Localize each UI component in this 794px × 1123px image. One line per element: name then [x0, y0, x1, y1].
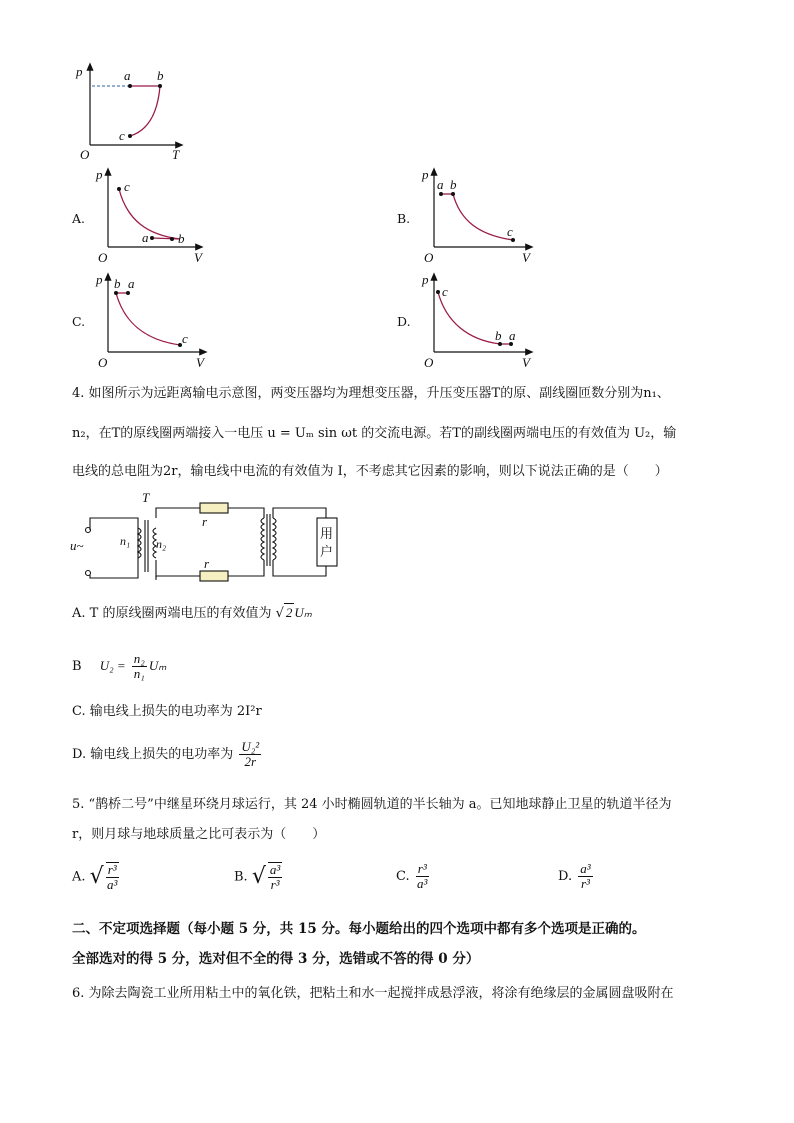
point-c: c — [182, 331, 188, 346]
q4-option-C[interactable]: C. 输电线上损失的电功率为 2I²r — [72, 704, 262, 719]
q5-option-A-label: A. — [72, 869, 86, 885]
point-a: a — [128, 276, 135, 291]
source-u-label: u~ — [70, 538, 84, 553]
point-c: c — [119, 128, 125, 143]
section2-heading-line1: 二、不定项选择题（每小题 5 分，共 15 分。每小题给出的四个选项中都有多个选项是正确的。 — [72, 921, 646, 937]
sqrt-sign: √ — [275, 606, 284, 621]
sqrt-sign: √ — [89, 864, 104, 889]
q4-option-D-fraction: $\frac{\text{U₂²}}{2r}$ — [241, 739, 260, 769]
section2-heading-line2: 全部选对的得 5 分，选对但不全的得 3 分，选错或不答的得 0 分） — [72, 951, 480, 967]
point-a: a — [124, 68, 131, 83]
axis-label-p: p — [96, 272, 103, 287]
q4-option-A-radicand: 2 — [285, 605, 293, 620]
point-b: b — [495, 328, 502, 343]
option-A-graph — [92, 165, 207, 265]
q5-option-A-fraction: $\frac{\text{r³}}{\text{a³}}$ — [106, 862, 118, 892]
axis-label-V: V — [194, 250, 202, 265]
axis-label-V: V — [522, 250, 530, 265]
axis-label-p: p — [422, 272, 429, 287]
transformer-T-label: T — [142, 490, 150, 505]
resistor-bottom-label: r — [204, 556, 210, 571]
axis-label-T: T — [172, 147, 180, 162]
q4-option-A-text: A. T 的原线圈两端电压的有效值为 — [72, 606, 272, 621]
origin-label: O — [98, 355, 108, 370]
sqrt-sign: √ — [251, 864, 266, 889]
axis-label-p: p — [76, 64, 83, 79]
q5-option-C-label: C. — [396, 869, 410, 884]
point-c: c — [507, 224, 513, 239]
axis-label-V: V — [196, 355, 204, 370]
q5-line2: r，则月球与地球质量之比可表示为（ ） — [72, 827, 326, 842]
resistor-top-label: r — [202, 514, 208, 529]
q4-line1: 4. 如图所示为远距离输电示意图，两变压器均为理想变压器，升压变压器T的原、副线圈匝数分别为n₁、 — [72, 386, 670, 401]
q4-option-B-fraction: $\frac{\text{n₂}}{\text{n₁}}$ — [133, 651, 145, 681]
q4-option-D-text: D. 输电线上损失的电功率为 — [72, 747, 234, 762]
option-B-label[interactable]: B. — [397, 211, 411, 226]
option-A-label[interactable]: A. — [72, 211, 86, 226]
axis-label-p: p — [422, 167, 429, 182]
point-a: a — [142, 230, 149, 245]
origin-label: O — [424, 355, 434, 370]
point-b: b — [450, 177, 457, 192]
user-label-1: 用 — [320, 527, 334, 542]
q5-option-D-fraction: $\frac{\text{a³}}{\text{r³}}$ — [580, 861, 591, 891]
transmission-circuit-diagram — [68, 490, 368, 590]
q4-option-D[interactable] — [72, 740, 263, 769]
q5-option-C-fraction: $\frac{\text{r³}}{\text{a³}}$ — [417, 861, 428, 891]
axis-label-p: p — [96, 167, 103, 182]
n2-label: n₂ — [156, 537, 167, 551]
point-c: c — [124, 179, 130, 194]
q5-option-D[interactable] — [558, 862, 595, 891]
point-b: b — [114, 276, 121, 291]
q4-option-B-tail: Uₘ — [148, 658, 167, 673]
user-label-2: 户 — [320, 545, 334, 560]
option-C-label[interactable]: C. — [72, 314, 86, 329]
option-B-graph — [418, 165, 538, 265]
q5-line1: 5. “鹊桥二号”中继星环绕月球运行，其 24 小时椭圆轨道的半长轴为 a。已知地球静止卫星的轨道半径为 — [72, 797, 672, 812]
pt-graph — [70, 60, 200, 165]
point-b: b — [157, 68, 164, 83]
q5-option-B-fraction: $\frac{\text{a³}}{\text{r³}}$ — [269, 862, 281, 892]
option-D-label[interactable]: D. — [397, 314, 411, 329]
point-a: a — [509, 328, 516, 343]
q5-option-C[interactable] — [396, 862, 431, 891]
q4-option-B-lhs: U₂ = — [99, 658, 126, 673]
option-C-graph — [92, 270, 212, 370]
q6-line1: 6. 为除去陶瓷工业所用粘土中的氧化铁，把粘土和水一起搅拌成悬浮液，将涂有绝缘层的金属圆盘吸附在 — [72, 986, 674, 1001]
q5-option-D-label: D. — [558, 869, 573, 884]
origin-label: O — [424, 250, 434, 265]
option-D-graph — [418, 270, 538, 370]
q5-option-B[interactable] — [234, 862, 284, 892]
q4-option-A-tail: Uₘ — [294, 605, 312, 620]
origin-label: O — [98, 250, 108, 265]
q5-option-A[interactable] — [72, 862, 121, 892]
axis-label-V: V — [522, 355, 530, 370]
point-c: c — [442, 284, 448, 299]
q4-option-B-label: B — [72, 659, 82, 674]
q5-option-B-label: B. — [234, 869, 248, 885]
origin-label: O — [80, 147, 90, 162]
q4-option-B[interactable] — [72, 652, 166, 681]
q4-line2: n₂，在T的原线圈两端接入一电压 u = Uₘ sin ωt 的交流电源。若T的副线圈两端电压的有效值为 U₂，输 — [72, 426, 677, 441]
point-b: b — [178, 231, 185, 246]
point-a: a — [437, 177, 444, 192]
q4-option-A[interactable] — [72, 603, 312, 623]
q4-line3: 电线的总电阻为2r，输电线中电流的有效值为 I，不考虑其它因素的影响，则以下说法正确的是（ ） — [72, 464, 668, 479]
n1-label: n₁ — [120, 534, 131, 548]
